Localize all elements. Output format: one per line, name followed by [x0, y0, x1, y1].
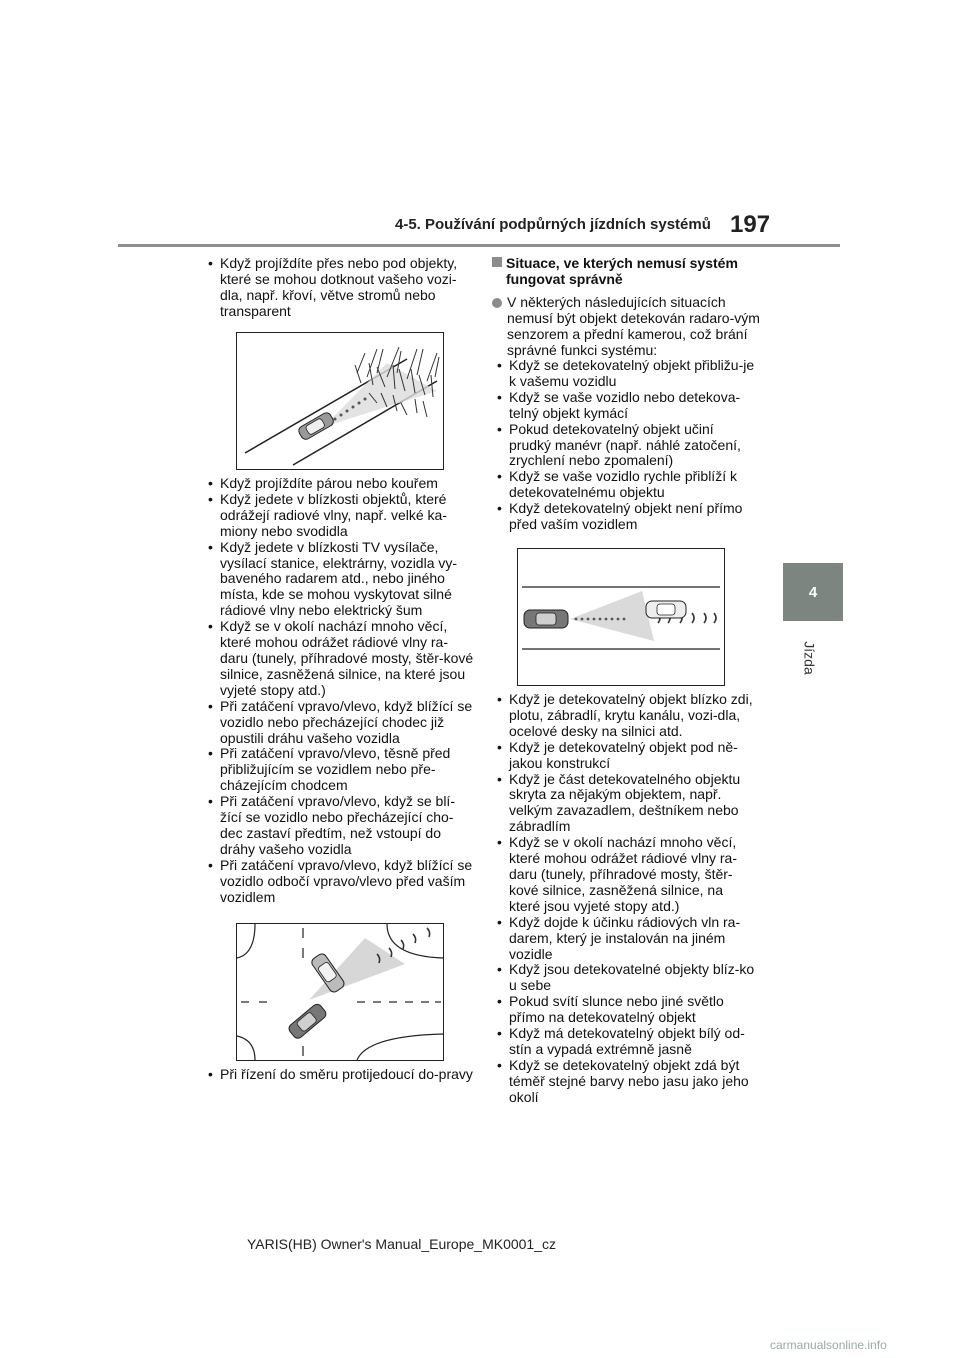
list-item: • Když má detekovatelný objekt bílý od-stín a vypadá extrémně jasně: [493, 1026, 757, 1058]
figure-offset-vehicle: [517, 548, 725, 686]
list-item: • Při řízení do směru protijedoucí do-pravy: [204, 1067, 476, 1083]
list-item: • Když se vaše vozidlo nebo detekova-telný objekt kymácí: [493, 390, 757, 422]
figure-offset-vehicle-illustration: [518, 549, 724, 685]
circle-bullet-icon: [492, 298, 502, 308]
watermark: carmanualsonline.info: [770, 1338, 887, 1352]
right-list-1: [493, 358, 757, 533]
figure-intersection-illustration: [237, 924, 443, 1060]
list-item: • Při zatáčení vpravo/vlevo, když se blí-žící se vozidlo nebo přecházející cho-dec zastaví předtím, než vstoupí do dráhy vašeho vozidla: [204, 794, 476, 858]
chapter-label: Jízda: [802, 641, 818, 675]
chapter-number: 4: [808, 583, 818, 601]
footer-text: YARIS(HB) Owner's Manual_Europe_MK0001_cz: [247, 1236, 556, 1252]
list-item: • Když projíždíte párou nebo kouřem: [204, 476, 476, 492]
list-item: • Když se vaše vozidlo rychle přiblíží k detekovatelnému objektu: [493, 469, 757, 501]
figure-bushes-illustration: [237, 333, 443, 469]
intro-text: V některých následujících situacích nemusí být objekt detekován radaro-vým senzorem a přední kamerou, což brání správné funkci systému:: [507, 294, 760, 358]
heading-square-icon: [492, 257, 502, 267]
header-divider: [118, 244, 840, 247]
list-item: • Když je část detekovatelného objektu skryta za nějakým objektem, např. velkým zavazadlem, deštníkem nebo zábradlím: [493, 772, 757, 836]
section-heading: [492, 255, 762, 287]
left-list-1: [204, 256, 476, 320]
section-title: 4-5. Používání podpůrných jízdních systémů: [395, 216, 711, 233]
page-number: 197: [730, 211, 771, 238]
list-item: • Když detekovatelný objekt není přímo před vaším vozidlem: [493, 501, 757, 533]
figure-intersection: [236, 923, 444, 1061]
list-item: • Když jsou detekovatelné objekty blíz-ko u sebe: [493, 962, 757, 994]
list-item: • Když se detekovatelný objekt zdá být téměř stejné barvy nebo jasu jako jeho okolí: [493, 1058, 757, 1106]
list-item: • Při zatáčení vpravo/vlevo, když blížící se vozidlo odbočí vpravo/vlevo před vaším vozidlem: [204, 858, 476, 906]
list-item: • Když je detekovatelný objekt pod ně-jakou konstrukcí: [493, 740, 757, 772]
left-list-2: [204, 476, 476, 905]
list-item: • Když se v okolí nachází mnoho věcí, které mohou odrážet rádiové vlny ra-daru (tunely, příhradové mosty, štěr-kové silnice, zasněžená silnice, na které jsou vyjeté stopy atd.): [493, 835, 757, 915]
chapter-label-container: [790, 628, 830, 688]
list-item: • Když jedete v blízkosti TV vysílače, vysílací stanice, elektrárny, vozidla vy-baveného radarem atd., nebo jiného místa, kde se mohou vyskytovat silné rádiové vlny nebo elektrický šum: [204, 540, 476, 620]
list-item: • Při zatáčení vpravo/vlevo, když blížící se vozidlo nebo přecházející chodec již opustili dráhu vašeho vozidla: [204, 699, 476, 747]
section-heading-text: Situace, ve kterých nemusí systém fungovat správně: [506, 255, 738, 287]
intro-paragraph: [492, 295, 760, 359]
list-item: • Když dojde k účinku rádiových vln ra-darem, který je instalován na jiném vozidle: [493, 915, 757, 963]
chapter-tab: [783, 563, 843, 621]
list-item: • Když se v okolí nachází mnoho věcí, které mohou odrážet rádiové vlny ra-daru (tunely, příhradové mosty, štěr-kové silnice, zasněžená silnice, na které jsou vyjeté stopy atd.): [204, 619, 476, 699]
list-item: • Když je detekovatelný objekt blízko zdi, plotu, zábradlí, krytu kanálu, vozi-dla, ocelové desky na silnici atd.: [493, 692, 757, 740]
list-item: • Při zatáčení vpravo/vlevo, těsně před přibližujícím se vozidlem nebo pře-cházejícím chodcem: [204, 746, 476, 794]
right-list-2: [493, 692, 757, 1106]
figure-bushes: [236, 332, 444, 470]
list-item: • Pokud svítí slunce nebo jiné světlo přímo na detekovatelný objekt: [493, 994, 757, 1026]
list-item: • Když se detekovatelný objekt přibližu-je k vašemu vozidlu: [493, 358, 757, 390]
list-item: • Pokud detekovatelný objekt učiní prudký manévr (např. náhlé zatočení, zrychlení nebo zpomalení): [493, 422, 757, 470]
list-item: • Když projíždíte přes nebo pod objekty, které se mohou dotknout vašeho vozi-dla, např. křoví, větve stromů nebo transparent: [204, 256, 476, 320]
left-list-3: [204, 1067, 476, 1083]
list-item: • Když jedete v blízkosti objektů, které odrážejí radiové vlny, např. velké ka-miony nebo svodidla: [204, 492, 476, 540]
